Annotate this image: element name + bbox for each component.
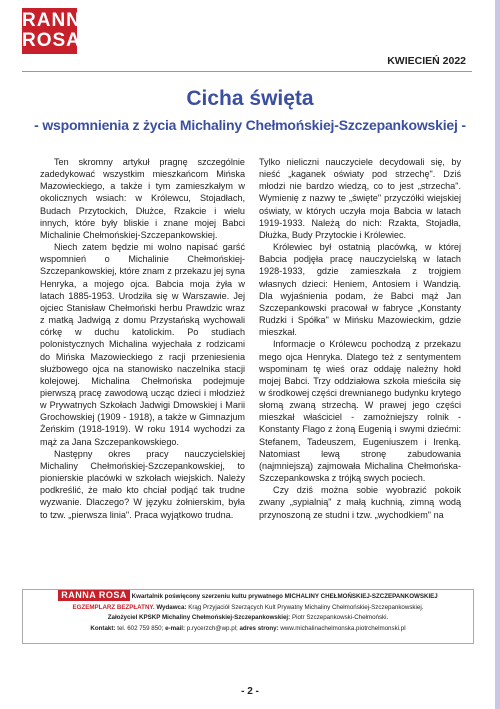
footer-line1 (23, 590, 473, 603)
paragraph: Królewiec był ostatnią placówką, w której Babcia podjęła pracę nauczycielską w latach 1928-1933, gdzie zamieszkała z trojgiem własnych dzieci: Heniem, Antosiem i Wandzią. Dla wyjaśnienia podam, że Babci mąż Jan Szczepankowski pracował w fabryce „Konstanty Rudzki i Spółka" w Mińsku Mazowieckim, gdzie mieszkał. (259, 242, 461, 338)
footer-line2 (23, 603, 473, 614)
article-title: Cicha święta (186, 87, 314, 110)
free-copy-label: EGZEMPLARZ BEZPŁATNY. (72, 603, 155, 611)
website-label: adres strony: (239, 624, 279, 632)
left-column (40, 156, 245, 521)
logo-line2: ROSA (22, 30, 81, 51)
paragraph: Czy dziś można sobie wyobrazić pokoik zwany „sypialnią" z małą kuchnią, zimną wodą przynoszoną ze studni i tzw. „wychodkiem" na (259, 485, 461, 520)
masthead-footer (22, 589, 474, 644)
header-rule (22, 71, 472, 72)
founder-text: Piotr Szczepankowski-Chełmoński. (291, 614, 389, 621)
right-column (259, 156, 461, 521)
publisher-text: Krąg Przyjaciół Szerzących Kult Prywatny Michaliny Chełmońskiej-Szczepankowskiej. (188, 603, 424, 611)
email-label: e-mail: (165, 624, 186, 632)
website-link[interactable]: www.michalinachelmonska.piotrchelmonski.pl (280, 624, 406, 632)
article-subtitle: - wspomnienia z życia Michaliny Chełmońskiej-Szczepankowskiej - (34, 117, 466, 133)
paragraph: Ten skromny artykuł pragnę szczególnie zadedykować wszystkim mieszkańcom Mińska Mazowieckiego, a także i tym zamieszkałym w okolicznych wsiach: w Królewcu, Stojadłach, Budach Przytockich, Dłużce, Rzakcie i wielu innych, które były bliskie i znane mojej Babci Michalinie Chełmońskiej-Szczepankowskiej. (40, 157, 245, 240)
paragraph: Następny okres pracy nauczycielskiej Michaliny Chełmońskiej-Szczepankowskiej, to pionierskie placówki w szkołach wiejskich. Należy podkreślić, że mało kto chciał podjąć tak trudne wyzwanie. Dlaczego? W języku żołnierskim, była to tzw. „pierwsza linia". Praca wyjątkowo trudna. (40, 448, 245, 520)
page-number: - 2 - (241, 686, 259, 697)
paragraph: Informacje o Królewcu pochodzą z przekazu mego ojca Henryka. Dlatego też z sentymentem wspominam tę wieś oraz oddaję należny hołd mojej Babci. Trzy oddziałowa szkoła mieściła się w środkowej części drewnianego budynku krytego słomą zwaną strzechą. W prawej jego części mieszkał właściciel - zamożniejszy rolnik - Konstanty Flago z żoną Eugenią i swymi dziećmi: Stefanem, Tadeuszem, Eugeniuszem i Irenką. Natomiast lewą stronę zabudowania (najmniejszą) zajmowała Michalina Chełmońska-Szczepankowska z trójką swych pociech. (259, 339, 461, 484)
phone: tel. 602 759 850; (117, 624, 164, 632)
paragraph: Niech zatem będzie mi wolno napisać garść wspomnień o Michalinie Chełmońskiej-Szczepankowskiej, które znam z przekazu jej syna Henryka, a mojego ojca. Babcia moja żyła w latach 1885-1953. Urodziła się w Warszawie. Jej ojciec Stanisław Chełmoński herbu Prawdzic wraz z matką Jadwigą z domu Przystańską wychowali córkę w duchu katolickim. Po studiach polonistycznych Michalina wyjechała z rodzicami do Mińska Mazowieckiego z racji przeniesienia służbowego ojca na stanowisko naczelnika stacji kolejowej. Michalina Chełmońska podejmuje pierwszą pracę zawodową ucząc dzieci i młodzież w Prywatnych Szkołach Jadwigi Dmowskiej i Marii Grochowskiej (1909 - 1918), a także w Gimnazjum Żeńskim (1918-1919). W roku 1914 wychodzi za mąż za Jana Szczepankowskiego. (40, 242, 245, 447)
contact-label: Kontakt: (90, 624, 116, 632)
email-link[interactable]: p.rycerzch@wp.pl; (186, 624, 238, 632)
publisher-label: Wydawca: (156, 603, 187, 611)
paragraph: Tylko nieliczni nauczyciele decydowali się, by nieść „kaganek oświaty pod strzechę". Dziś młodzi nie bardzo wiedzą, co to jest „strzecha". Wymienię z nazwy te „święte" przyczółki wiejskiej oświaty, w których uczyła moja Babcia w latach 1919-1933. Należą do nich: Rzakta, Stojadła, Dłużka, Budy Przytockie i Królewiec. (259, 157, 461, 240)
issue-date: KWIECIEŃ 2022 (387, 55, 466, 67)
footer-line4 (23, 624, 473, 635)
logo-line1: RANNA (22, 10, 96, 31)
ranna-rosa-logo (22, 8, 96, 54)
footer-description: Kwartalnik poświęcony szerzeniu kultu prywatnego MICHALINY CHEŁMOŃSKIEJ-SZCZEPANKOWSKIEJ (131, 593, 438, 600)
footer-badge: RANNA ROSA (58, 590, 130, 601)
footer-line3 (23, 613, 473, 624)
founder-label: Założyciel KPSKP Michaliny Chełmońskiej-Szczepankowskiej: (107, 614, 291, 621)
